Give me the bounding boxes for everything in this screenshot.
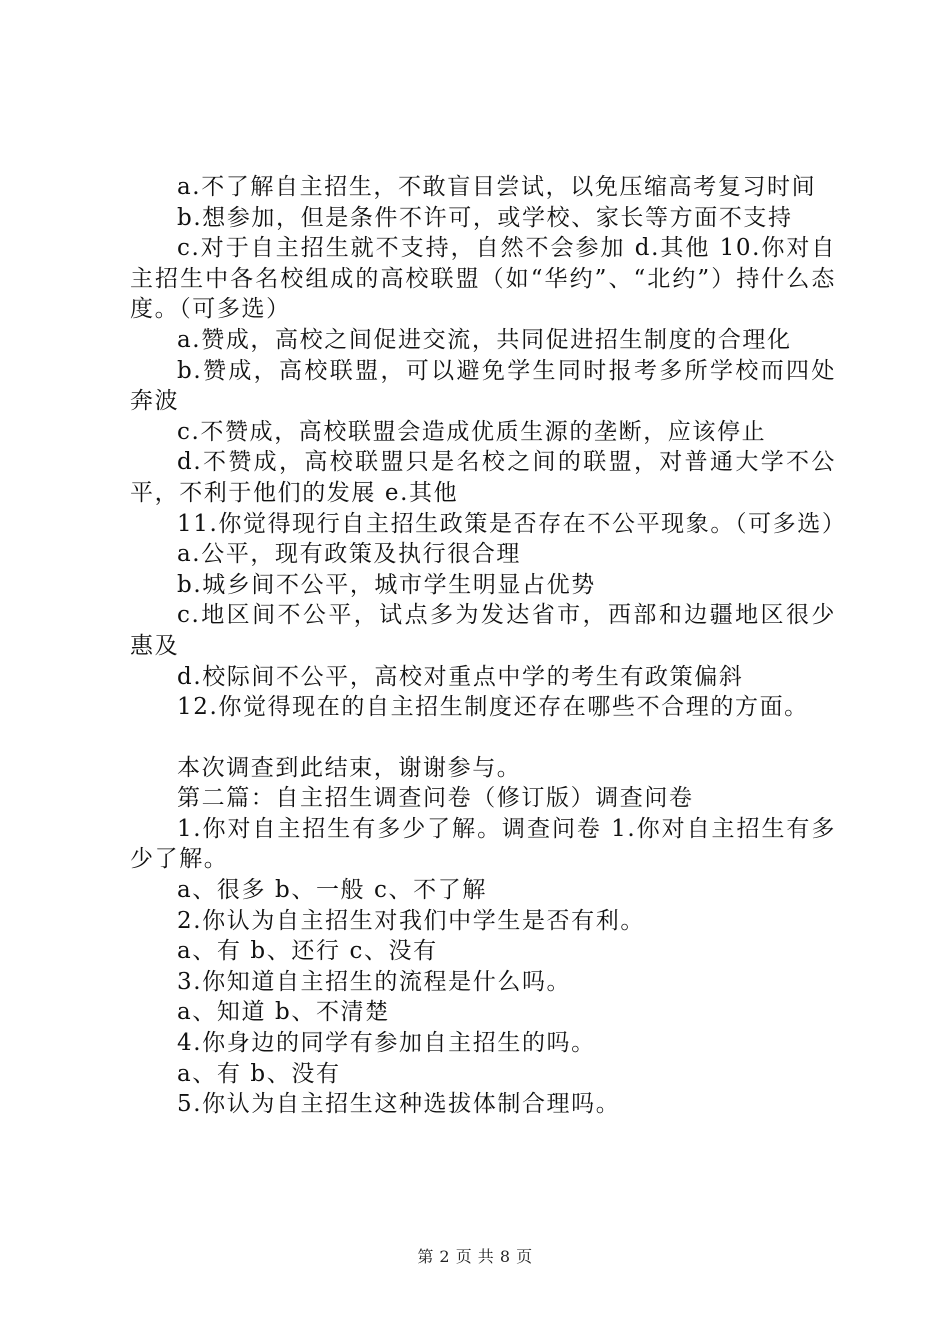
paragraph-p2-q1: 1.你对自主招生有多少了解。调查问卷 1.你对自主招生有多少了解。 <box>130 815 836 873</box>
paragraph-q11-option-c: c.地区间不公平，试点多为发达省市，西部和边疆地区很少惠及 <box>130 602 836 659</box>
paragraph-q9-option-b: b.想参加，但是条件不许可，或学校、家长等方面不支持 <box>177 204 793 231</box>
paragraph-p2-q2: 2.你认为自主招生对我们中学生是否有利。 <box>177 907 645 934</box>
paragraph-q11: 11.你觉得现行自主招生政策是否存在不公平现象。（可多选） <box>177 510 847 537</box>
paragraph-p2-q3: 3.你知道自主招生的流程是什么吗。 <box>177 968 572 995</box>
paragraph-p2-q3-options: a、知道 b、不清楚 <box>177 999 390 1026</box>
paragraph-section-title: 第二篇：自主招生调查问卷（修订版）调查问卷 <box>177 785 694 812</box>
paragraph-q10-option-d: d.不赞成，高校联盟只是名校之间的联盟，对普通大学不公平，不利于他们的发展 e.其他 <box>130 449 836 506</box>
paragraph-closing: 本次调查到此结束，谢谢参与。 <box>177 754 522 781</box>
paragraph-p2-q4: 4.你身边的同学有参加自主招生的吗。 <box>177 1030 596 1057</box>
paragraph-q11-option-d: d.校际间不公平，高校对重点中学的考生有政策偏斜 <box>177 663 744 690</box>
paragraph-q9-option-c-q10: c.对于自主招生就不支持，自然不会参加 d.其他 10.你对自主招生中各名校组成的高校联盟（如“华约”、“北约”）持什么态度。（可多选） <box>130 235 836 323</box>
page-number-footer: 第 2 页 共 8 页 <box>417 1247 533 1266</box>
paragraph-q11-option-a: a.公平，现有政策及执行很合理 <box>177 541 522 568</box>
paragraph-p2-q5: 5.你认为自主招生这种选拔体制合理吗。 <box>177 1091 621 1118</box>
paragraph-q12: 12.你觉得现在的自主招生制度还存在哪些不合理的方面。 <box>177 694 809 721</box>
paragraph-p2-q1-options: a、很多 b、一般 c、不了解 <box>177 877 487 904</box>
paragraph-q11-option-b: b.城乡间不公平，城市学生明显占优势 <box>177 571 596 598</box>
paragraph-p2-q4-options: a、有 b、没有 <box>177 1060 341 1087</box>
paragraph-p2-q2-options: a、有 b、还行 c、没有 <box>177 938 438 965</box>
paragraph-q9-option-a: a.不了解自主招生，不敢盲目尝试，以免压缩高考复习时间 <box>177 174 817 200</box>
document-body <box>130 172 847 1120</box>
paragraph-q10-option-a: a.赞成，高校之间促进交流，共同促进招生制度的合理化 <box>177 326 792 353</box>
paragraph-q10-option-b: b.赞成，高校联盟，可以避免学生同时报考多所学校而四处奔波 <box>130 357 836 415</box>
paragraph-q10-option-c: c.不赞成，高校联盟会造成优质生源的垄断，应该停止 <box>177 418 767 445</box>
